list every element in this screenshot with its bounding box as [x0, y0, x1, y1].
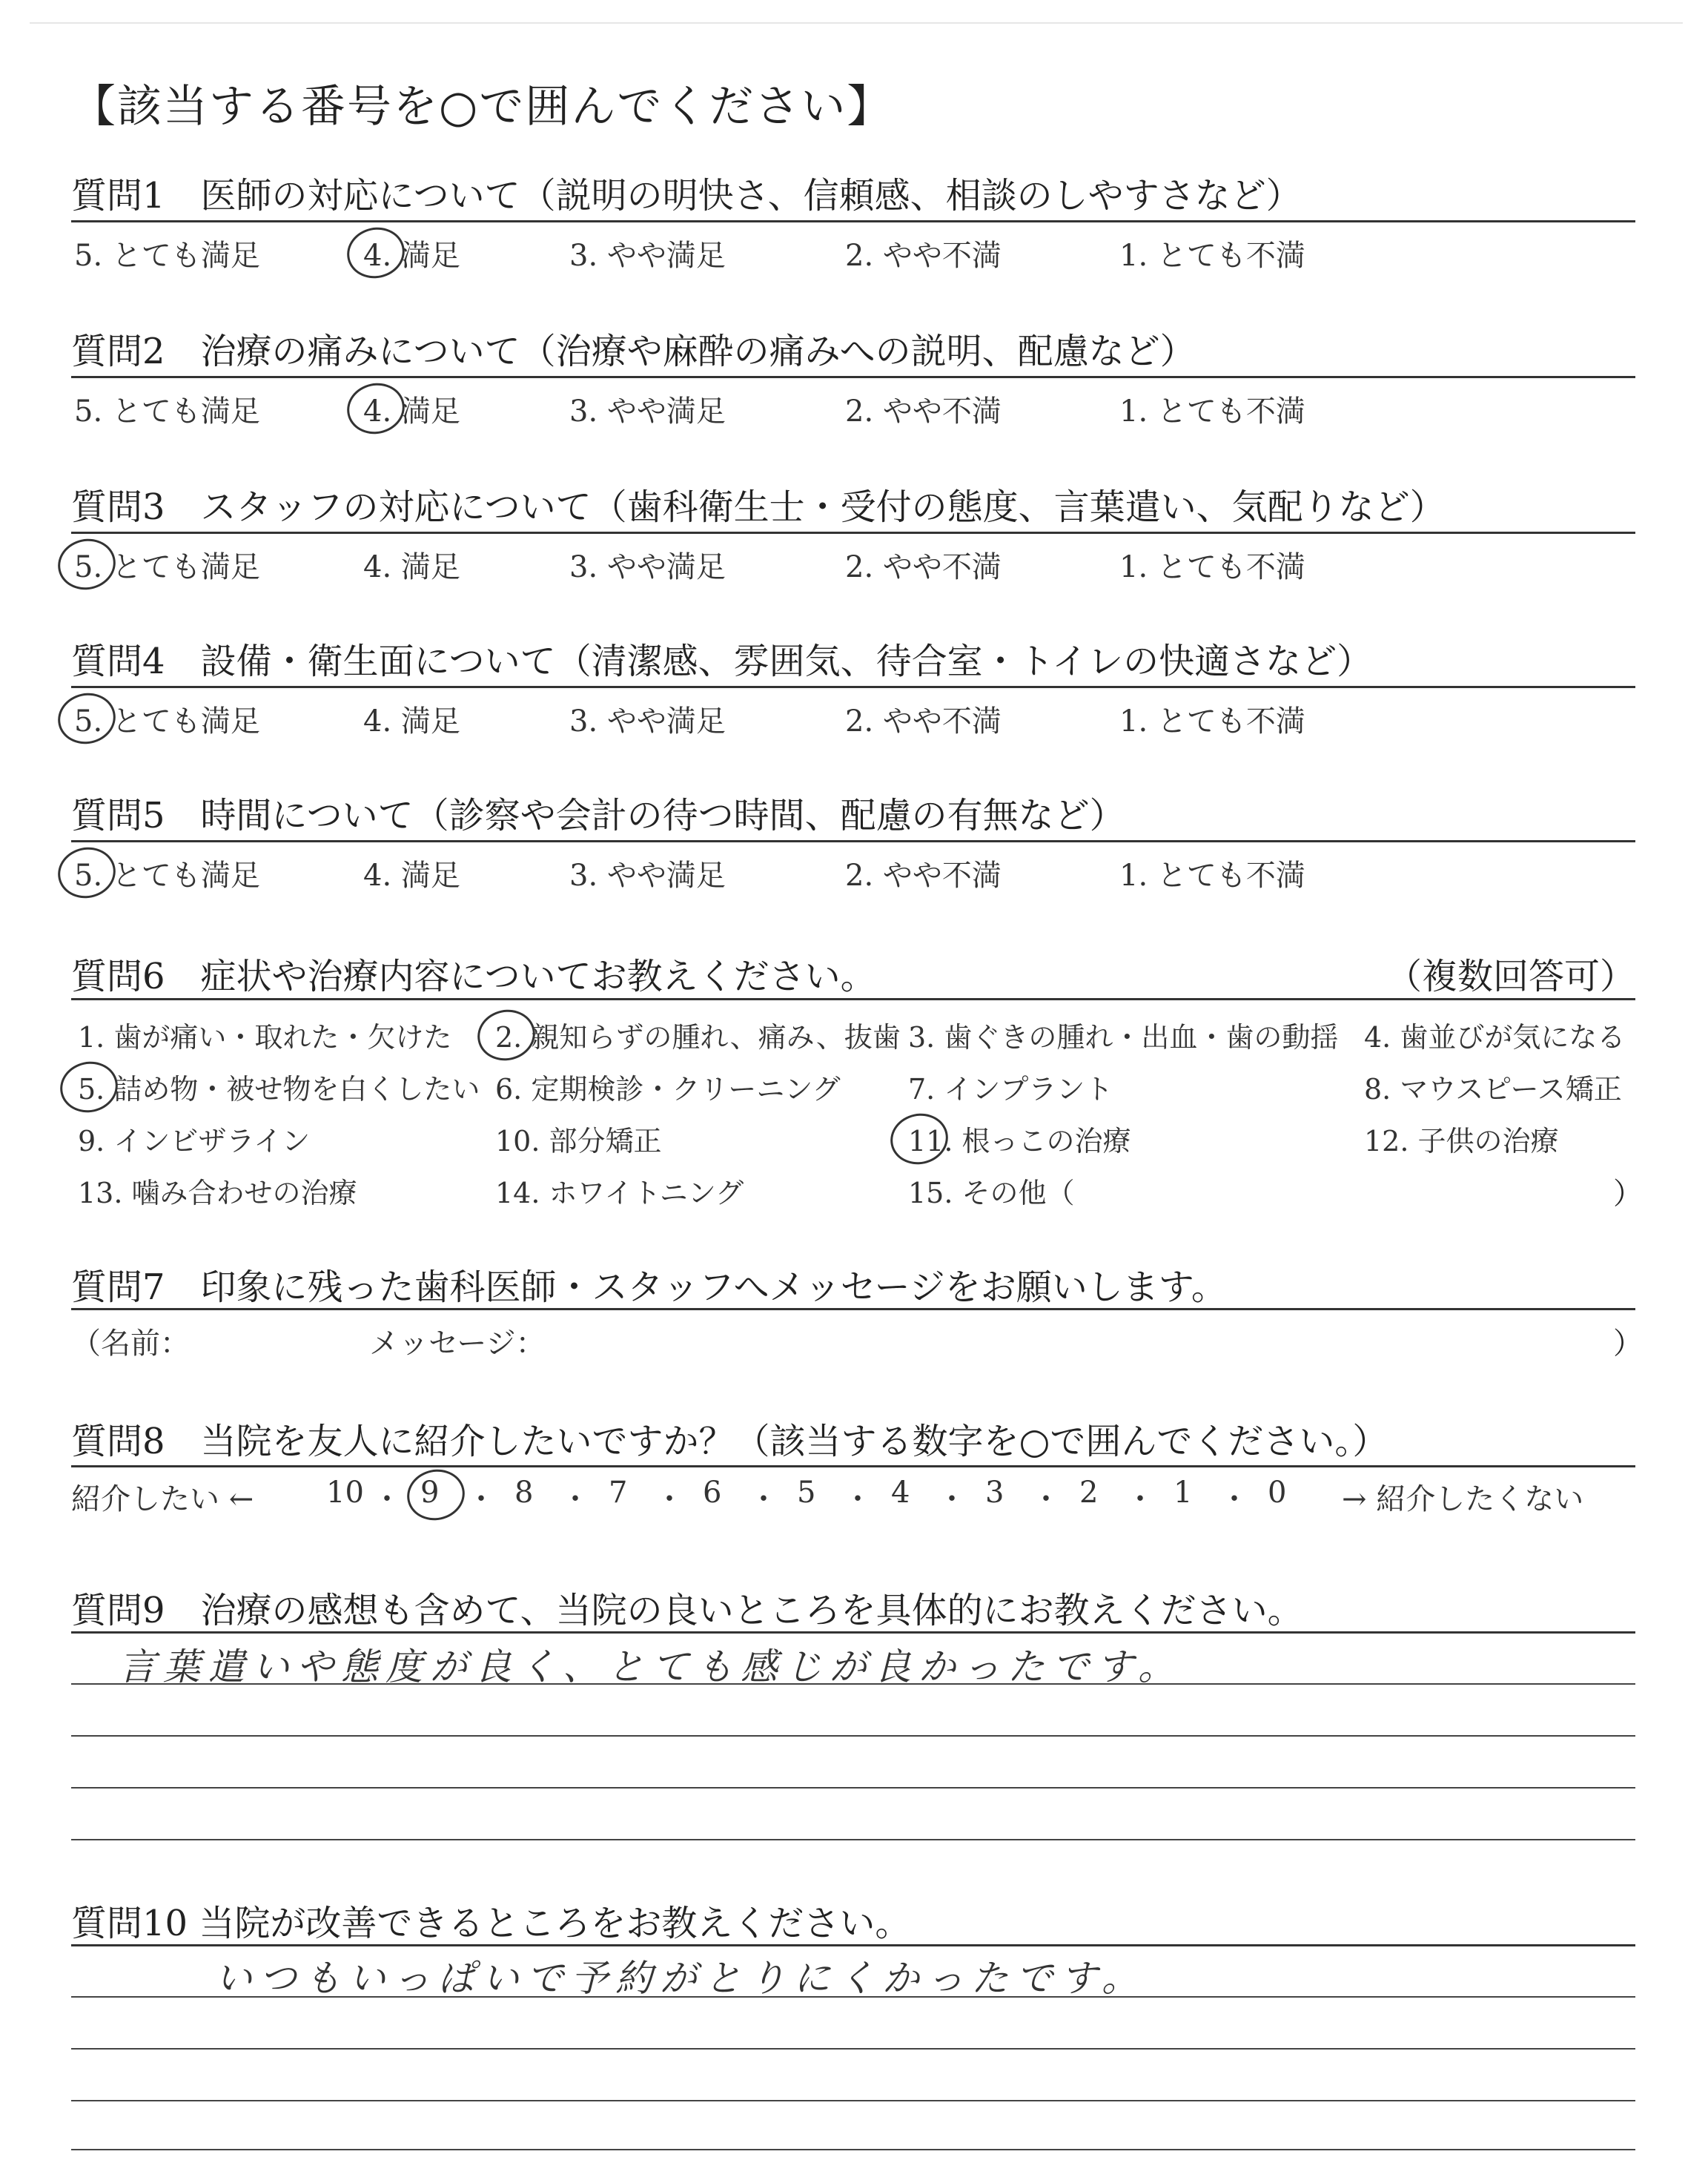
q8-scale-3[interactable]: 3 [985, 1476, 1004, 1510]
q2-option-5[interactable]: 5. とても満足 [74, 394, 260, 429]
q2-option-2[interactable]: 2. やや不満 [845, 394, 1002, 429]
q6-option-5[interactable]: 5. 詰め物・被せ物を白くしたい [78, 1073, 480, 1106]
q1-option-2[interactable]: 2. やや不満 [845, 239, 1002, 273]
q1-option-4[interactable]: 4. 満足 [363, 239, 460, 273]
q10-writing-line [71, 1996, 1635, 1998]
q3-underline [71, 532, 1635, 534]
q1-option-1[interactable]: 1. とても不満 [1119, 239, 1305, 273]
q8-separator: ・ [937, 1482, 967, 1516]
q5-underline [71, 840, 1635, 842]
q6-option-13[interactable]: 13. 噛み合わせの治療 [78, 1177, 357, 1209]
q8-title: 質問8 当院を友人に紹介したいですか？（該当する数字を○で囲んでください。） [71, 1421, 1388, 1462]
q5-option-5[interactable]: 5. とても満足 [74, 859, 260, 893]
q10-writing-line [71, 2048, 1635, 2050]
q3-title: 質問3 スタッフの対応について（歯科衛生士・受付の態度、言葉遣い、気配りなど） [71, 486, 1446, 528]
q10-underline [71, 1944, 1635, 1946]
q8-scale-4[interactable]: 4 [891, 1476, 910, 1510]
q4-option-1[interactable]: 1. とても不満 [1119, 704, 1305, 739]
q10-writing-line [71, 2149, 1635, 2150]
q3-option-2[interactable]: 2. やや不満 [845, 550, 1002, 584]
q6-title: 質問6 症状や治療内容についてお教えください。 [71, 956, 876, 997]
q5-option-2[interactable]: 2. やや不満 [845, 859, 1002, 893]
q4-option-3[interactable]: 3. やや満足 [569, 704, 726, 739]
q8-scale-9[interactable]: 9 [420, 1476, 440, 1510]
q4-title: 質問4 設備・衛生面について（清潔感、雰囲気、待合室・トイレの快適さなど） [71, 641, 1373, 682]
q1-title: 質問1 医師の対応について（説明の明快さ、信頼感、相談のしやすさなど） [71, 175, 1302, 217]
q6-option-14[interactable]: 14. ホワイトニング [495, 1177, 744, 1209]
q2-underline [71, 376, 1635, 378]
q8-separator: ・ [466, 1482, 496, 1516]
q6-underline [71, 998, 1635, 1000]
q8-separator: ・ [560, 1482, 590, 1516]
q6-option-7[interactable]: 7. インプラント [908, 1073, 1113, 1106]
q2-option-3[interactable]: 3. やや満足 [569, 394, 726, 429]
q1-underline [71, 220, 1635, 222]
q10-handwritten-answer: いつもいっぱいで予約がとりにくかったです。 [215, 1957, 1146, 2000]
q3-option-5[interactable]: 5. とても満足 [74, 550, 260, 584]
q8-separator: ・ [1031, 1482, 1061, 1516]
q4-option-2[interactable]: 2. やや不満 [845, 704, 1002, 739]
q5-option-1[interactable]: 1. とても不満 [1119, 859, 1305, 893]
q4-underline [71, 686, 1635, 688]
q8-separator: ・ [749, 1482, 778, 1516]
q8-separator: ・ [372, 1482, 402, 1516]
q7-message-label: メッセージ： [369, 1327, 546, 1361]
q3-option-4[interactable]: 4. 満足 [363, 550, 460, 584]
q9-writing-line [71, 1683, 1635, 1685]
q8-separator: ・ [1219, 1482, 1249, 1516]
q2-option-1[interactable]: 1. とても不満 [1119, 394, 1305, 429]
q5-option-3[interactable]: 3. やや満足 [569, 859, 726, 893]
q7-name-label: （名前： [71, 1327, 190, 1361]
q6-option-4[interactable]: 4. 歯並びが気になる [1364, 1021, 1626, 1054]
q10-writing-line [71, 2100, 1635, 2101]
q9-writing-line [71, 1735, 1635, 1737]
scan-edge-line [30, 22, 1683, 24]
q10-title: 質問10 当院が改善できるところをお教えください。 [71, 1903, 911, 1944]
q6-option-3[interactable]: 3. 歯ぐきの腫れ・出血・歯の動揺 [908, 1021, 1339, 1054]
q8-selection-circle [403, 1464, 469, 1526]
q8-separator: ・ [1125, 1482, 1155, 1516]
q8-scale-7[interactable]: 7 [609, 1476, 628, 1510]
q4-option-4[interactable]: 4. 満足 [363, 704, 460, 739]
q8-separator: ・ [655, 1482, 684, 1516]
q2-title: 質問2 治療の痛みについて（治療や麻酔の痛みへの説明、配慮など） [71, 331, 1196, 372]
q7-underline [71, 1308, 1635, 1310]
q6-other-close-paren: ） [1613, 1177, 1643, 1211]
q1-option-5[interactable]: 5. とても満足 [74, 239, 260, 273]
q8-underline [71, 1465, 1635, 1467]
q9-handwritten-answer: 言葉遣いや態度が良く、とても感じが良かったです。 [119, 1645, 1182, 1688]
q6-option-2[interactable]: 2. 親知らずの腫れ、痛み、抜歯 [495, 1021, 901, 1054]
q2-option-4[interactable]: 4. 満足 [363, 394, 460, 429]
q6-option-15[interactable]: 15. その他（ [908, 1177, 1075, 1209]
q8-scale-1[interactable]: 1 [1174, 1476, 1193, 1510]
q8-separator: ・ [843, 1482, 873, 1516]
q8-left-label: 紹介したい ← [71, 1482, 254, 1516]
q9-writing-line [71, 1787, 1635, 1789]
q9-title: 質問9 治療の感想も含めて、当院の良いところを具体的にお教えください。 [71, 1590, 1303, 1631]
q8-scale-0[interactable]: 0 [1268, 1476, 1287, 1510]
q8-right-label: → 紹介したくない [1342, 1482, 1584, 1516]
q7-close-paren: ） [1613, 1327, 1643, 1361]
q5-option-4[interactable]: 4. 満足 [363, 859, 460, 893]
q8-scale-5[interactable]: 5 [797, 1476, 816, 1510]
q6-option-8[interactable]: 8. マウスピース矯正 [1364, 1073, 1622, 1106]
q9-underline [71, 1631, 1635, 1634]
q8-scale-2[interactable]: 2 [1079, 1476, 1099, 1510]
q8-scale-8[interactable]: 8 [514, 1476, 534, 1510]
q9-writing-line [71, 1839, 1635, 1840]
q3-option-1[interactable]: 1. とても不満 [1119, 550, 1305, 584]
q4-option-5[interactable]: 5. とても満足 [74, 704, 260, 739]
q6-option-6[interactable]: 6. 定期検診・クリーニング [495, 1073, 841, 1106]
page-title: 【該当する番号を○で囲んでください】 [71, 81, 893, 133]
q6-option-11[interactable]: 11. 根っこの治療 [908, 1125, 1131, 1157]
q6-option-1[interactable]: 1. 歯が痛い・取れた・欠けた [78, 1021, 452, 1054]
q6-option-9[interactable]: 9. インビザライン [78, 1125, 311, 1157]
q8-scale-10[interactable]: 10 [326, 1476, 364, 1510]
q6-multiple-note: （複数回答可） [1386, 956, 1635, 997]
q3-option-3[interactable]: 3. やや満足 [569, 550, 726, 584]
q7-title: 質問7 印象に残った歯科医師・スタッフへメッセージをお願いします。 [71, 1266, 1227, 1308]
q6-option-10[interactable]: 10. 部分矯正 [495, 1125, 662, 1157]
q6-option-12[interactable]: 12. 子供の治療 [1364, 1125, 1559, 1157]
q5-title: 質問5 時間について（診察や会計の待つ時間、配慮の有無など） [71, 795, 1125, 836]
q1-option-3[interactable]: 3. やや満足 [569, 239, 726, 273]
q8-scale-6[interactable]: 6 [703, 1476, 722, 1510]
